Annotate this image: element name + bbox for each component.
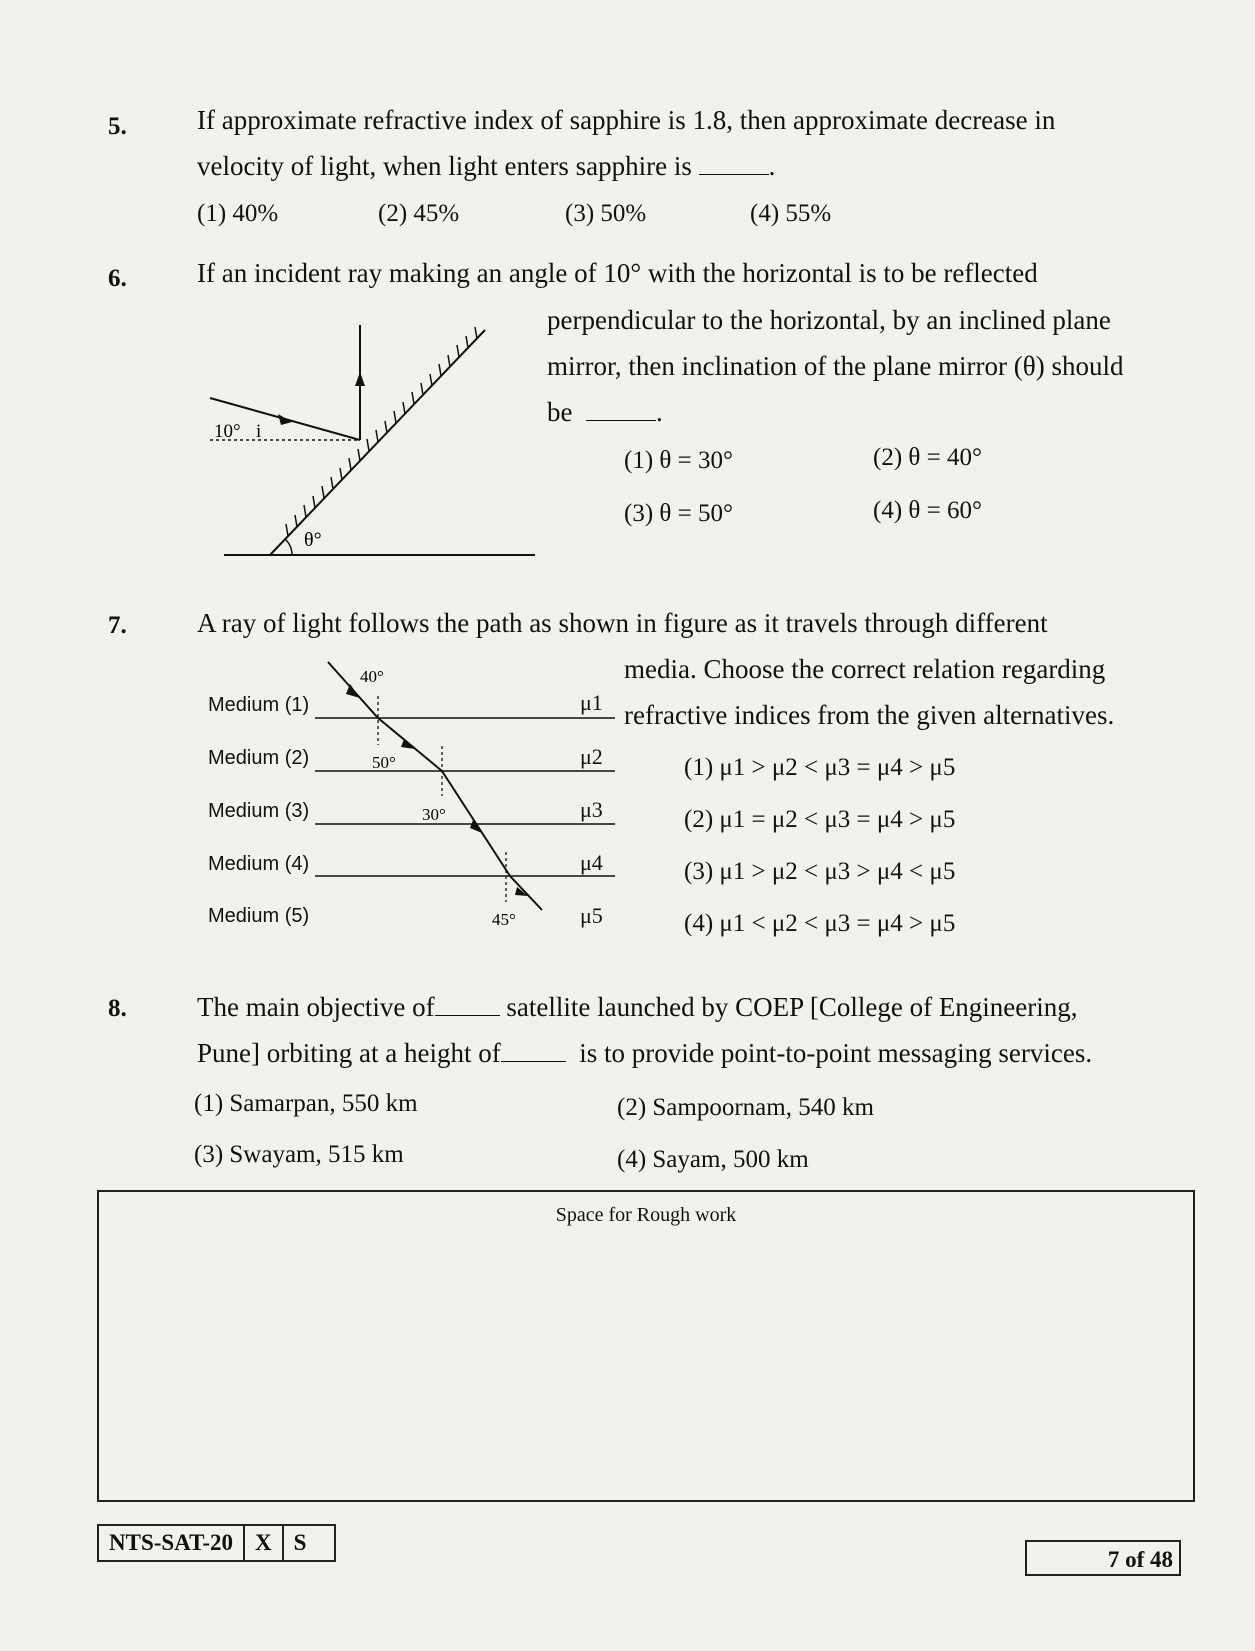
q7-line2: media. Choose the correct relation regarding <box>624 654 1106 684</box>
q7-option-1: (1) μ1 > μ2 < μ3 = μ4 > μ5 <box>684 754 956 781</box>
q6-mirror-line <box>270 330 485 555</box>
q7-mu-3: μ3 <box>580 797 603 822</box>
q5-option-3: (3) 50% <box>565 200 647 227</box>
q7-medium-3: Medium (3) <box>208 800 310 822</box>
q8-line1a: The main objective of <box>197 992 435 1022</box>
q7-angle-4: 45° <box>492 910 516 929</box>
q6-option-1: (1) θ = 30° <box>624 447 733 474</box>
q7-option-3: (3) μ1 > μ2 < μ3 > μ4 < μ5 <box>684 858 956 885</box>
rough-work-label: Space for Rough work <box>555 1204 737 1226</box>
q8-line1b: satellite launched by COEP [College of Engineering, <box>506 992 1078 1022</box>
q7-mu-5: μ5 <box>580 903 603 928</box>
q7-arrow-1-icon <box>346 684 360 698</box>
paper-code-box <box>97 1524 336 1562</box>
paper-class: X <box>243 1526 282 1560</box>
q6-reflected-arrow-icon <box>355 372 365 386</box>
q7-boundaries <box>315 718 615 876</box>
q7-angle-1: 40° <box>360 667 384 686</box>
q8-option-2: (2) Sampoornam, 540 km <box>617 1094 874 1121</box>
q5-option-1: (1) 40% <box>197 200 279 227</box>
q5-blank <box>699 154 769 175</box>
q6-mirror-hatching <box>286 327 477 536</box>
q7-medium-4: Medium (4) <box>208 853 310 875</box>
q7-light-ray <box>328 662 542 910</box>
q6-number: 6. <box>108 265 127 292</box>
q8-option-3: (3) Swayam, 515 km <box>194 1141 404 1168</box>
q7-medium-5: Medium (5) <box>208 905 310 927</box>
q5-line2: velocity of light, when light enters sapphire is <box>197 151 692 181</box>
q5-option-2: (2) 45% <box>378 200 460 227</box>
q6-ray-label: i <box>256 421 262 442</box>
q8-line2b: is to provide point-to-point messaging services. <box>579 1038 1093 1068</box>
q7-mu-4: μ4 <box>580 850 603 875</box>
q6-line3: mirror, then inclination of the plane mirror (θ) should <box>547 351 1124 381</box>
q5-number: 5. <box>108 113 127 140</box>
q6-line4-wrap <box>547 389 663 435</box>
q5-line2-end: . <box>768 151 776 181</box>
q8-line2a: Pune] orbiting at a height of <box>197 1038 501 1068</box>
q7-normals <box>378 696 506 902</box>
q5-line2-wrap <box>197 143 775 189</box>
q6-option-3: (3) θ = 50° <box>624 500 733 527</box>
q6-option-2: (2) θ = 40° <box>873 444 982 471</box>
q8-line2 <box>197 1030 1092 1076</box>
q6-line1: If an incident ray making an angle of 10° with the horizontal is to be reflected <box>197 258 1038 288</box>
q6-option-4: (4) θ = 60° <box>873 497 982 524</box>
paper-set: S <box>282 1526 335 1560</box>
page-number: 7 of 48 <box>1025 1540 1181 1576</box>
q5-line1: If approximate refractive index of sapphire is 1.8, then approximate decrease in <box>197 105 1056 135</box>
q6-theta-arc <box>285 539 292 555</box>
q6-angle-incident-label: 10° <box>214 421 241 442</box>
q7-number: 7. <box>108 612 127 639</box>
rough-work-box <box>97 1190 1195 1502</box>
q6-line4: be <box>547 397 573 427</box>
q8-option-4: (4) Sayam, 500 km <box>617 1146 809 1173</box>
q6-line4-end: . <box>655 397 663 427</box>
q7-angle-2: 50° <box>372 753 396 772</box>
paper-code: NTS-SAT-20 <box>109 1530 233 1555</box>
q6-blank <box>586 400 656 421</box>
q7-medium-2: Medium (2) <box>208 747 310 769</box>
q7-angle-3: 30° <box>422 805 446 824</box>
q7-mu-1: μ1 <box>580 690 603 715</box>
q8-blank-1 <box>435 995 500 1016</box>
q8-blank-2 <box>501 1041 566 1062</box>
q8-option-1: (1) Samarpan, 550 km <box>194 1090 418 1117</box>
q7-medium-1: Medium (1) <box>208 694 310 716</box>
q6-mirror-diagram <box>200 310 540 570</box>
q7-line1: A ray of light follows the path as shown in figure as it travels through different <box>197 608 1048 638</box>
q8-line1 <box>197 984 1078 1030</box>
q6-theta-label: θ° <box>304 529 322 551</box>
q6-line2: perpendicular to the horizontal, by an inclined plane <box>547 305 1111 335</box>
q7-line3: refractive indices from the given alternatives. <box>624 700 1115 730</box>
q7-option-4: (4) μ1 < μ2 < μ3 = μ4 > μ5 <box>684 910 956 937</box>
q5-option-4: (4) 55% <box>750 200 832 227</box>
q8-number: 8. <box>108 995 127 1022</box>
q7-option-2: (2) μ1 = μ2 < μ3 = μ4 > μ5 <box>684 806 956 833</box>
q7-mu-2: μ2 <box>580 744 603 769</box>
q7-arrow-2-icon <box>401 739 415 749</box>
